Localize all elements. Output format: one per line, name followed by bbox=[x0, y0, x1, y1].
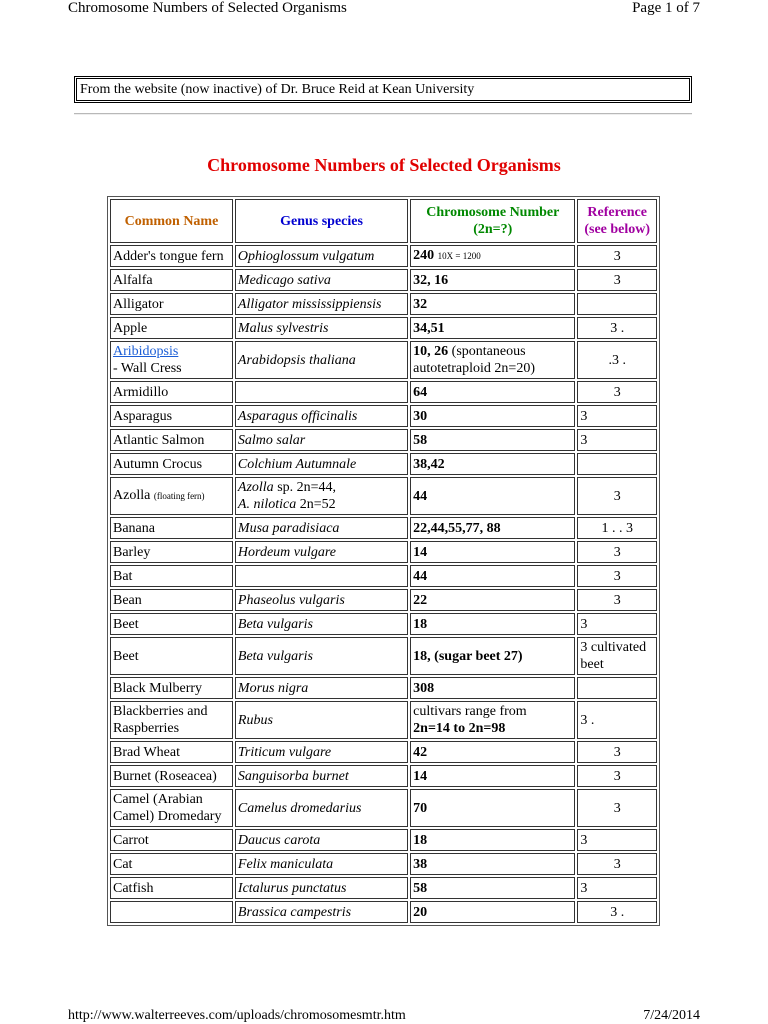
cell-number: 70 bbox=[410, 789, 575, 827]
cell-ref: 3 cultivated beet bbox=[577, 637, 657, 675]
source-notice-text: From the website (now inactive) of Dr. Bruce Reid at Kean University bbox=[76, 78, 690, 101]
cell-number: 58 bbox=[410, 429, 575, 451]
cell-genus: Camelus dromedarius bbox=[235, 789, 408, 827]
cell-genus: Alligator mississippiensis bbox=[235, 293, 408, 315]
table-row bbox=[110, 789, 657, 827]
cell-number: 308 bbox=[410, 677, 575, 699]
cell-common: Bean bbox=[110, 589, 233, 611]
table-row bbox=[110, 517, 657, 539]
cell-number bbox=[410, 245, 575, 267]
table-row bbox=[110, 565, 657, 587]
table-row bbox=[110, 877, 657, 899]
cell-common: Black Mulberry bbox=[110, 677, 233, 699]
cell-common: Armidillo bbox=[110, 381, 233, 403]
chromosome-table bbox=[107, 196, 660, 926]
cell-common bbox=[110, 341, 233, 379]
running-header-title: Chromosome Numbers of Selected Organisms bbox=[68, 0, 347, 16]
number-value: 240 bbox=[413, 248, 435, 263]
cell-ref: 3 bbox=[577, 853, 657, 875]
cell-genus: Morus nigra bbox=[235, 677, 408, 699]
genus-b-rest: 2n=52 bbox=[296, 497, 336, 512]
cell-ref: 3 bbox=[577, 789, 657, 827]
cell-common: Bat bbox=[110, 565, 233, 587]
cell-genus: Musa paradisiaca bbox=[235, 517, 408, 539]
cell-genus: Sanguisorba burnet bbox=[235, 765, 408, 787]
cell-ref: 3 bbox=[577, 829, 657, 851]
cell-genus bbox=[235, 565, 408, 587]
cell-ref: 3 . bbox=[577, 901, 657, 923]
cell-genus: Triticum vulgare bbox=[235, 741, 408, 763]
cell-common: Barley bbox=[110, 541, 233, 563]
cell-common: Camel (Arabian Camel) Dromedary bbox=[110, 789, 233, 827]
cell-common bbox=[110, 477, 233, 515]
cell-number: 58 bbox=[410, 877, 575, 899]
cell-common: Autumn Crocus bbox=[110, 453, 233, 475]
table-row bbox=[110, 405, 657, 427]
cell-ref: 3 bbox=[577, 541, 657, 563]
cell-number: 18 bbox=[410, 613, 575, 635]
cell-number bbox=[410, 341, 575, 379]
cell-ref: 3 . bbox=[577, 701, 657, 739]
cell-common: Beet bbox=[110, 613, 233, 635]
cell-number: 14 bbox=[410, 541, 575, 563]
cell-number bbox=[410, 701, 575, 739]
cell-ref: .3 . bbox=[577, 341, 657, 379]
cell-genus bbox=[235, 477, 408, 515]
footer-date: 7/24/2014 bbox=[643, 1008, 700, 1023]
table-row bbox=[110, 901, 657, 923]
cell-ref: 1 . . 3 bbox=[577, 517, 657, 539]
cell-genus: Colchium Autumnale bbox=[235, 453, 408, 475]
horizontal-rule bbox=[74, 113, 692, 115]
table-row bbox=[110, 429, 657, 451]
cell-ref: 3 bbox=[577, 741, 657, 763]
cell-genus: Malus sylvestris bbox=[235, 317, 408, 339]
genus-a: Azolla bbox=[237, 480, 274, 495]
cell-number: 44 bbox=[410, 565, 575, 587]
cell-number: 42 bbox=[410, 741, 575, 763]
table-row bbox=[110, 541, 657, 563]
common-name: Azolla bbox=[113, 488, 151, 503]
cell-ref: 3 bbox=[577, 765, 657, 787]
cell-number: 22,44,55,77, 88 bbox=[410, 517, 575, 539]
source-notice-box bbox=[74, 76, 692, 103]
cell-genus: Salmo salar bbox=[235, 429, 408, 451]
cell-genus: Ictalurus punctatus bbox=[235, 877, 408, 899]
table-row bbox=[110, 477, 657, 515]
table-row bbox=[110, 341, 657, 379]
table-row bbox=[110, 741, 657, 763]
cell-genus: Beta vulgaris bbox=[235, 637, 408, 675]
cell-genus: Arabidopsis thaliana bbox=[235, 341, 408, 379]
cell-genus bbox=[235, 381, 408, 403]
col-header-genus-species: Genus species bbox=[235, 199, 408, 243]
table-row bbox=[110, 293, 657, 315]
number-value: 10, 26 bbox=[413, 344, 449, 359]
cell-number: 30 bbox=[410, 405, 575, 427]
table-row bbox=[110, 269, 657, 291]
footer-url: http://www.walterreeves.com/uploads/chromosomesmtr.htm bbox=[68, 1008, 406, 1023]
cell-common: Alligator bbox=[110, 293, 233, 315]
cell-genus: Hordeum vulgare bbox=[235, 541, 408, 563]
common-name-rest: - Wall Cress bbox=[113, 361, 182, 376]
cell-ref: 3 bbox=[577, 429, 657, 451]
cell-common: Adder's tongue fern bbox=[110, 245, 233, 267]
cell-ref: 3 bbox=[577, 405, 657, 427]
col-header-chromosome-number: Chromosome Number (2n=?) bbox=[410, 199, 575, 243]
cell-number: 32 bbox=[410, 293, 575, 315]
cell-number: 44 bbox=[410, 477, 575, 515]
table-row bbox=[110, 701, 657, 739]
cell-ref: 3 bbox=[577, 381, 657, 403]
cell-common bbox=[110, 901, 233, 923]
table-row bbox=[110, 613, 657, 635]
cell-number: 34,51 bbox=[410, 317, 575, 339]
cell-genus: Beta vulgaris bbox=[235, 613, 408, 635]
cell-ref: 3 bbox=[577, 589, 657, 611]
cell-number: 18 bbox=[410, 829, 575, 851]
cell-genus: Ophioglossum vulgatum bbox=[235, 245, 408, 267]
genus-b: A. nilotica bbox=[237, 497, 297, 512]
cell-common: Atlantic Salmon bbox=[110, 429, 233, 451]
number-value: 2n=14 to 2n=98 bbox=[413, 721, 506, 736]
cell-common: Brad Wheat bbox=[110, 741, 233, 763]
cell-genus: Rubus bbox=[235, 701, 408, 739]
table-row bbox=[110, 853, 657, 875]
table-row bbox=[110, 381, 657, 403]
cell-ref: 3 bbox=[577, 477, 657, 515]
cell-ref: 3 bbox=[577, 245, 657, 267]
table-row bbox=[110, 453, 657, 475]
cell-genus: Asparagus officinalis bbox=[235, 405, 408, 427]
cell-ref: 3 bbox=[577, 565, 657, 587]
cell-common: Asparagus bbox=[110, 405, 233, 427]
table-header-row bbox=[110, 199, 657, 243]
number-note: (spontaneous autotetraploid 2n=20) bbox=[413, 344, 535, 376]
cell-common: Alfalfa bbox=[110, 269, 233, 291]
page-number: Page 1 of 7 bbox=[632, 0, 700, 16]
cell-ref: 3 bbox=[577, 613, 657, 635]
table-row bbox=[110, 245, 657, 267]
cell-genus: Medicago sativa bbox=[235, 269, 408, 291]
cell-number: 64 bbox=[410, 381, 575, 403]
cell-common: Cat bbox=[110, 853, 233, 875]
cell-ref: 3 bbox=[577, 269, 657, 291]
genus-a-rest: sp. 2n=44, bbox=[273, 480, 337, 495]
table-row bbox=[110, 317, 657, 339]
table-row bbox=[110, 765, 657, 787]
cell-number: 38 bbox=[410, 853, 575, 875]
cell-common: Blackberries and Raspberries bbox=[110, 701, 233, 739]
cell-number: 18, (sugar beet 27) bbox=[410, 637, 575, 675]
cell-common: Beet bbox=[110, 637, 233, 675]
col-header-common-name: Common Name bbox=[110, 199, 233, 243]
number-note: 10X = 1200 bbox=[437, 251, 481, 261]
common-name-note: (floating fern) bbox=[153, 491, 205, 501]
cell-genus: Brassica campestris bbox=[235, 901, 408, 923]
table-row bbox=[110, 677, 657, 699]
cell-number: 20 bbox=[410, 901, 575, 923]
cell-ref bbox=[577, 677, 657, 699]
cell-ref: 3 . bbox=[577, 317, 657, 339]
cell-ref bbox=[577, 453, 657, 475]
col-header-reference: Reference (see below) bbox=[577, 199, 657, 243]
cell-common: Apple bbox=[110, 317, 233, 339]
cell-genus: Felix maniculata bbox=[235, 853, 408, 875]
number-prefix: cultivars range from bbox=[413, 704, 527, 719]
page-title: Chromosome Numbers of Selected Organisms bbox=[207, 155, 561, 175]
cell-number: 38,42 bbox=[410, 453, 575, 475]
aribidopsis-link[interactable]: Aribidopsis bbox=[113, 344, 179, 359]
cell-ref bbox=[577, 293, 657, 315]
cell-genus: Phaseolus vulgaris bbox=[235, 589, 408, 611]
cell-common: Carrot bbox=[110, 829, 233, 851]
cell-common: Banana bbox=[110, 517, 233, 539]
cell-genus: Daucus carota bbox=[235, 829, 408, 851]
cell-number: 22 bbox=[410, 589, 575, 611]
cell-number: 14 bbox=[410, 765, 575, 787]
table-row bbox=[110, 637, 657, 675]
cell-number: 32, 16 bbox=[410, 269, 575, 291]
table-row bbox=[110, 829, 657, 851]
cell-common: Catfish bbox=[110, 877, 233, 899]
table-row bbox=[110, 589, 657, 611]
cell-common: Burnet (Roseacea) bbox=[110, 765, 233, 787]
cell-ref: 3 bbox=[577, 877, 657, 899]
